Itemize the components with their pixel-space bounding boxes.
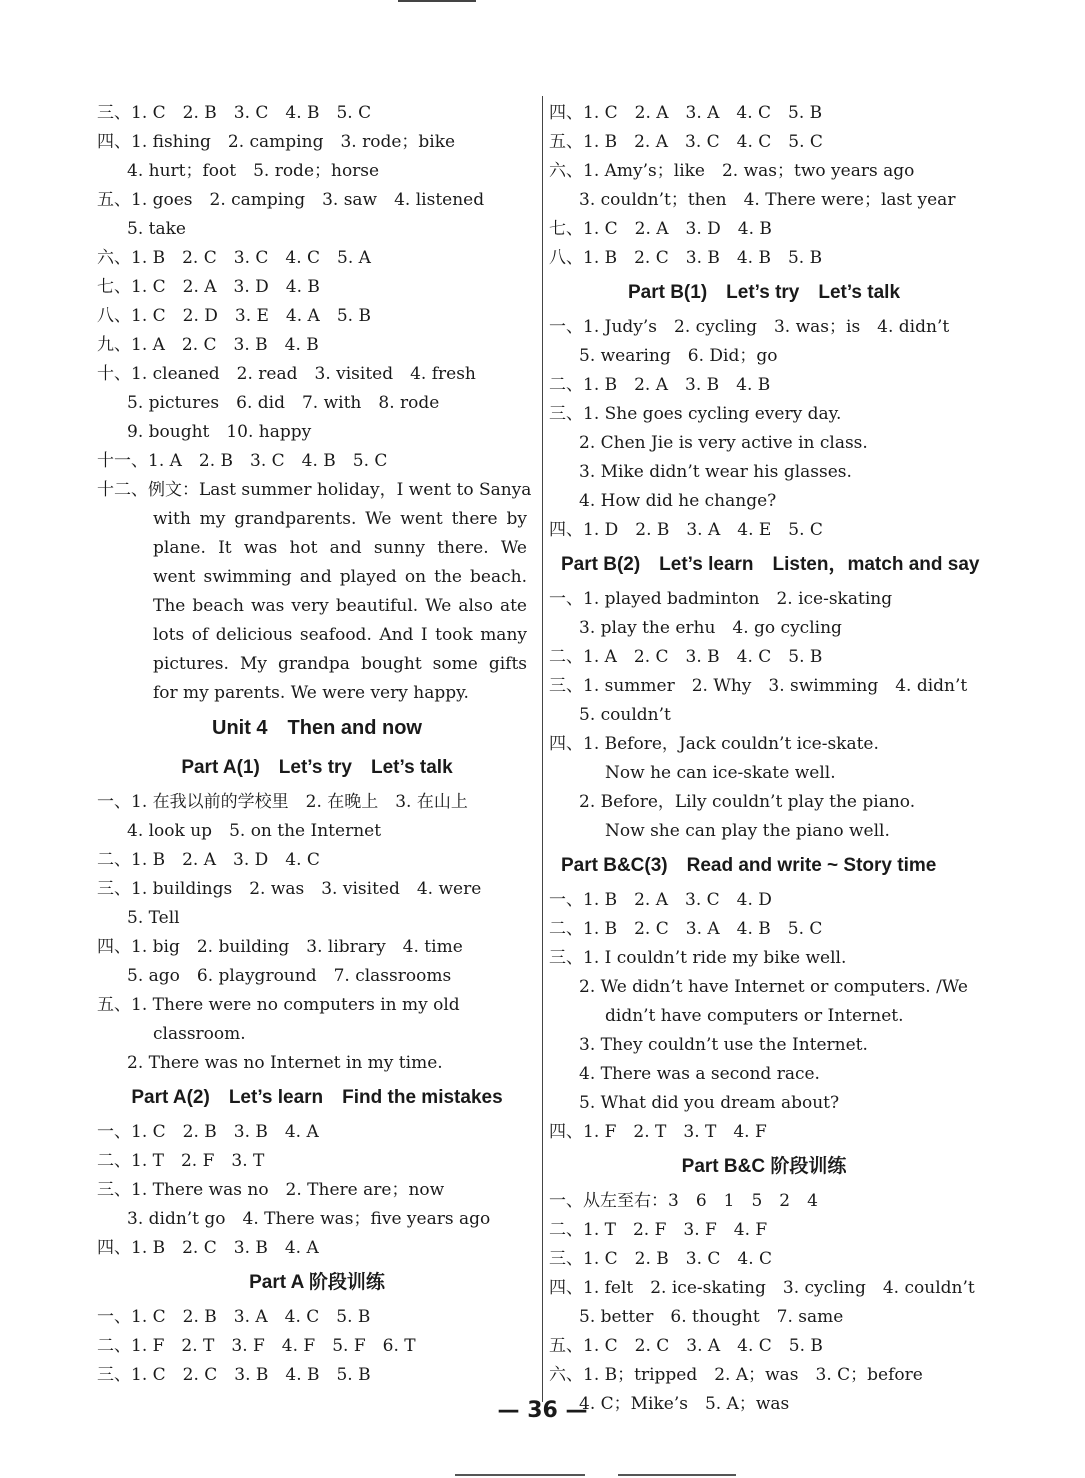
left-column [97,99,537,1390]
section-heading: Part B&C 阶段训练 [681,1156,847,1177]
page-number: — 36 — [497,1398,588,1423]
answer-line: 5. pictures 6. did 7. with 8. rode [127,393,440,413]
section-heading: Part B(2) Let’s learn Listen，match and say [561,554,980,575]
section-heading: Part A 阶段训练 [249,1272,385,1293]
answer-line: 五、1. There were no computers in my old [97,995,460,1015]
answer-line: 4. How did he change? [579,491,777,511]
right-column [549,99,979,1419]
answer-line: 三、1. There was no 2. There are；now [97,1180,445,1200]
answer-line: 一、1. played badminton 2. ice-skating [549,589,893,609]
answer-line: 2. Chen Jie is very active in class. [579,433,868,453]
answer-line: 五、1. B 2. A 3. C 4. C 5. C [549,132,823,152]
answer-line: didn’t have computers or Internet. [605,1006,904,1026]
answer-line: 十二、例文：Last summer holiday，I went to Sanya [97,480,532,500]
answer-line: 5. take [127,219,186,239]
answer-line: Now he can ice-skate well. [605,763,836,783]
answer-line: 三、1. C 2. C 3. B 4. B 5. B [97,1365,371,1385]
answer-line: 3. They couldn’t use the Internet. [579,1035,868,1055]
answer-line: 五、1. C 2. C 3. A 4. C 5. B [549,1336,823,1356]
answer-line: 六、1. B 2. C 3. C 4. C 5. A [97,248,371,268]
section-heading: Part B(1) Let’s try Let’s talk [627,282,901,303]
answer-line: 五、1. goes 2. camping 3. saw 4. listened [97,190,485,210]
answer-line: 3. didn’t go 4. There was；five years ago [127,1209,491,1229]
answer-line: 十、1. cleaned 2. read 3. visited 4. fresh [97,364,476,384]
answer-line: 七、1. C 2. A 3. D 4. B [97,277,320,297]
answer-line: 4. C；Mike’s 5. A；was [579,1394,790,1414]
answer-line: 九、1. A 2. C 3. B 4. B [97,335,319,355]
answer-line: 4. There was a second race. [579,1064,820,1084]
answer-line: 四、1. felt 2. ice-skating 3. cycling 4. couldn’t [549,1278,975,1298]
answer-line: 5. couldn’t [579,705,671,725]
section-heading: Part B&C(3) Read and write ~ Story time [561,855,937,876]
answer-line: 3. Mike didn’t wear his glasses. [579,462,852,482]
footer-rule-left [455,1474,585,1476]
footer-rule-right [618,1474,736,1476]
answer-line: 四、1. D 2. B 3. A 4. E 5. C [549,520,823,540]
answer-line: 七、1. C 2. A 3. D 4. B [549,219,772,239]
answer-line: 二、1. B 2. A 3. D 4. C [97,850,320,870]
answer-line: 2. Before，Lily couldn’t play the piano. [579,792,916,812]
answer-line: 六、1. B；tripped 2. A；was 3. C；before [549,1365,923,1385]
answer-line: 二、1. B 2. A 3. B 4. B [549,375,771,395]
answer-line: 三、1. I couldn’t ride my bike well. [549,948,847,968]
answer-line: 二、1. A 2. C 3. B 4. C 5. B [549,647,823,667]
answer-line: 2. There was no Internet in my time. [127,1053,443,1073]
answer-line: 二、1. B 2. C 3. A 4. B 5. C [549,919,823,939]
answer-line: 5. better 6. thought 7. same [579,1307,844,1327]
answer-line: 三、1. C 2. B 3. C 4. B 5. C [97,103,372,123]
section-heading: Part A(1) Let’s try Let’s talk [181,757,453,778]
answer-line: 一、1. C 2. B 3. B 4. A [97,1122,319,1142]
answer-line: 三、1. C 2. B 3. C 4. C [549,1249,773,1269]
unit-title: Unit 4 Then and now [212,717,422,739]
answer-line: 四、1. C 2. A 3. A 4. C 5. B [549,103,823,123]
answer-line: 一、1. C 2. B 3. A 4. C 5. B [97,1307,371,1327]
answer-line: 八、1. C 2. D 3. E 4. A 5. B [97,306,371,326]
answer-line: 十一、1. A 2. B 3. C 4. B 5. C [97,451,388,471]
answer-line: 一、1. B 2. A 3. C 4. D [549,890,772,910]
answer-line: 四、1. big 2. building 3. library 4. time [97,937,463,957]
answer-line: 四、1. Before，Jack couldn’t ice-skate. [549,734,879,754]
answer-line: 2. We didn’t have Internet or computers. /We [579,977,968,997]
sample-essay: with my grandparents. We went there by plane. It was hot and sunny there. We went swimming and played on the beach. The beach was very beautiful. We also ate lots of delicious seafood. And I took many pictures. My grandpa bought some gifts for my parents. We were very happy. [153,509,527,703]
answer-line: 三、1. She goes cycling every day. [549,404,842,424]
answer-line: 3. play the erhu 4. go cycling [579,618,842,638]
answer-line: 5. What did you dream about? [579,1093,840,1113]
answer-line: classroom. [153,1024,246,1044]
top-rule [398,0,476,2]
column-divider [542,96,543,1402]
answer-line: 六、1. Amy’s；like 2. was；two years ago [549,161,915,181]
answer-line: 三、1. buildings 2. was 3. visited 4. were [97,879,482,899]
answer-line: 二、1. T 2. F 3. T [97,1151,265,1171]
answer-line: Now she can play the piano well. [605,821,890,841]
answer-line: 5. wearing 6. Did；go [579,346,778,366]
answer-line: 四、1. fishing 2. camping 3. rode；bike [97,132,456,152]
answer-line: 四、1. F 2. T 3. T 4. F [549,1122,767,1142]
answer-line: 3. couldn’t；then 4. There were；last year [579,190,956,210]
answer-line: 二、1. F 2. T 3. F 4. F 5. F 6. T [97,1336,416,1356]
answer-line: 9. bought 10. happy [127,422,312,442]
answer-line: 二、1. T 2. F 3. F 4. F [549,1220,768,1240]
answer-line: 5. Tell [127,908,180,928]
answer-line: 八、1. B 2. C 3. B 4. B 5. B [549,248,823,268]
answer-line: 三、1. summer 2. Why 3. swimming 4. didn’t [549,676,968,696]
answer-line: 5. ago 6. playground 7. classrooms [127,966,452,986]
answer-line: 4. look up 5. on the Internet [127,821,382,841]
answer-line: 4. hurt；foot 5. rode；horse [127,161,380,181]
answer-line: 四、1. B 2. C 3. B 4. A [97,1238,319,1258]
answer-line: 一、1. Judy’s 2. cycling 3. was；is 4. didn’t [549,317,950,337]
answer-line: 一、从左至右：3 6 1 5 2 4 [549,1191,818,1211]
answer-line: 一、1. 在我以前的学校里 2. 在晚上 3. 在山上 [97,792,468,812]
section-heading: Part A(2) Let’s learn Find the mistakes [131,1087,503,1108]
